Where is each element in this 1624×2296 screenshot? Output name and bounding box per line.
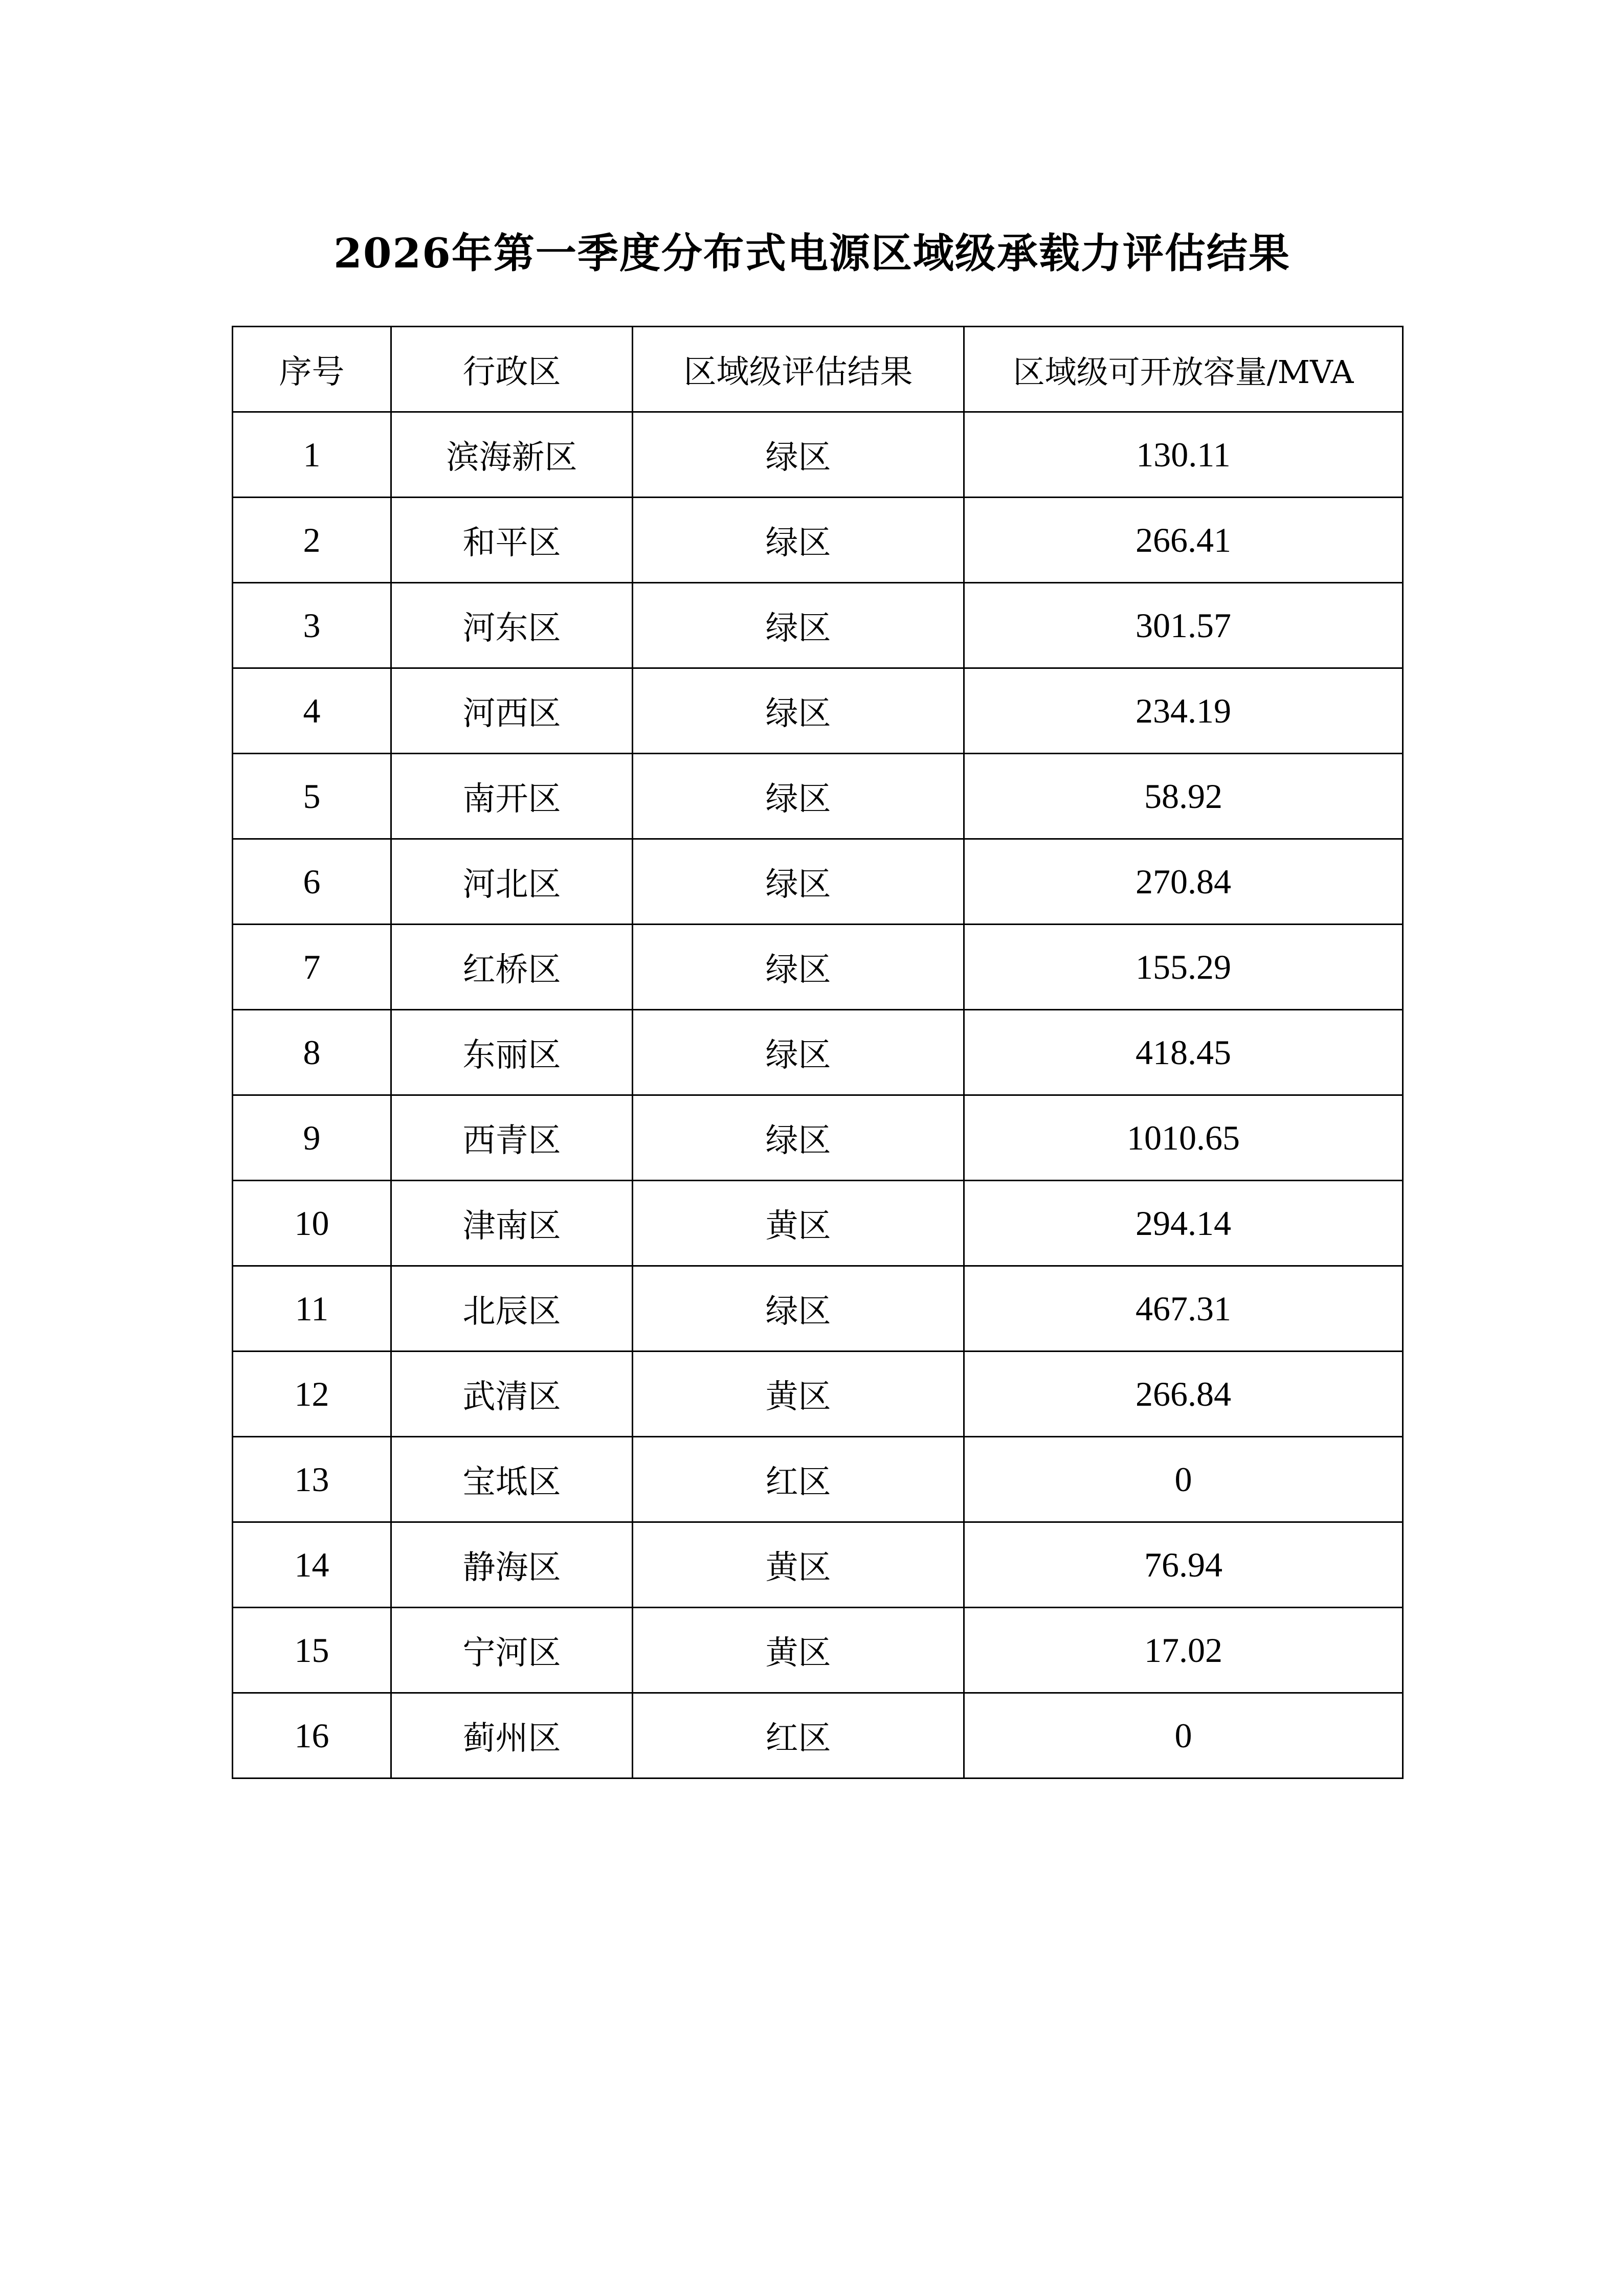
cell-result: 黄区 [633, 1181, 964, 1266]
cell-result: 黄区 [633, 1352, 964, 1437]
cell-result: 绿区 [633, 925, 964, 1010]
cell-index: 11 [233, 1266, 391, 1352]
cell-district: 蓟州区 [391, 1693, 633, 1779]
cell-index: 14 [233, 1522, 391, 1608]
table-row [233, 1266, 1403, 1352]
document-title: 2026年第一季度分布式电源区域级承载力评估结果 [333, 229, 1291, 277]
cell-district: 津南区 [391, 1181, 633, 1266]
cell-district: 东丽区 [391, 1010, 633, 1095]
cell-index: 15 [233, 1608, 391, 1693]
cell-capacity: 270.84 [964, 839, 1403, 925]
cell-index: 3 [233, 583, 391, 668]
cell-index: 5 [233, 754, 391, 839]
cell-index: 2 [233, 498, 391, 583]
cell-result: 黄区 [633, 1522, 964, 1608]
header-capacity: 区域级可开放容量/MVA [964, 327, 1403, 412]
table-row [233, 668, 1403, 754]
cell-capacity: 0 [964, 1693, 1403, 1779]
cell-district: 河东区 [391, 583, 633, 668]
cell-capacity: 301.57 [964, 583, 1403, 668]
cell-capacity: 294.14 [964, 1181, 1403, 1266]
cell-result: 红区 [633, 1437, 964, 1522]
cell-district: 武清区 [391, 1352, 633, 1437]
cell-capacity: 17.02 [964, 1608, 1403, 1693]
assessment-result-table [232, 326, 1404, 1779]
cell-capacity: 76.94 [964, 1522, 1403, 1608]
table-row [233, 1095, 1403, 1181]
cell-result: 绿区 [633, 839, 964, 925]
table-body [233, 412, 1403, 1779]
cell-capacity: 130.11 [964, 412, 1403, 498]
table-row [233, 1181, 1403, 1266]
cell-capacity: 467.31 [964, 1266, 1403, 1352]
cell-result: 绿区 [633, 1095, 964, 1181]
cell-index: 10 [233, 1181, 391, 1266]
table-row [233, 925, 1403, 1010]
table-row [233, 754, 1403, 839]
cell-district: 西青区 [391, 1095, 633, 1181]
cell-result: 绿区 [633, 668, 964, 754]
table-row [233, 1522, 1403, 1608]
cell-district: 河北区 [391, 839, 633, 925]
header-district: 行政区 [391, 327, 633, 412]
cell-index: 7 [233, 925, 391, 1010]
table-row [233, 1352, 1403, 1437]
cell-capacity: 266.41 [964, 498, 1403, 583]
table-row [233, 583, 1403, 668]
cell-result: 黄区 [633, 1608, 964, 1693]
cell-district: 红桥区 [391, 925, 633, 1010]
cell-index: 4 [233, 668, 391, 754]
cell-index: 12 [233, 1352, 391, 1437]
cell-index: 6 [233, 839, 391, 925]
cell-result: 绿区 [633, 1010, 964, 1095]
table-row [233, 412, 1403, 498]
header-result: 区域级评估结果 [633, 327, 964, 412]
cell-result: 绿区 [633, 583, 964, 668]
cell-district: 宝坻区 [391, 1437, 633, 1522]
cell-result: 绿区 [633, 412, 964, 498]
cell-index: 1 [233, 412, 391, 498]
cell-index: 9 [233, 1095, 391, 1181]
table-row [233, 1437, 1403, 1522]
cell-result: 绿区 [633, 498, 964, 583]
table-header-row [233, 327, 1403, 412]
cell-capacity: 155.29 [964, 925, 1403, 1010]
table-row [233, 1010, 1403, 1095]
header-index: 序号 [233, 327, 391, 412]
cell-index: 16 [233, 1693, 391, 1779]
cell-district: 和平区 [391, 498, 633, 583]
cell-district: 滨海新区 [391, 412, 633, 498]
cell-result: 绿区 [633, 1266, 964, 1352]
table-row [233, 1608, 1403, 1693]
cell-district: 南开区 [391, 754, 633, 839]
cell-capacity: 234.19 [964, 668, 1403, 754]
cell-district: 静海区 [391, 1522, 633, 1608]
table-row [233, 1693, 1403, 1779]
cell-result: 红区 [633, 1693, 964, 1779]
cell-capacity: 58.92 [964, 754, 1403, 839]
cell-district: 北辰区 [391, 1266, 633, 1352]
cell-district: 宁河区 [391, 1608, 633, 1693]
table-row [233, 839, 1403, 925]
cell-index: 8 [233, 1010, 391, 1095]
cell-capacity: 0 [964, 1437, 1403, 1522]
cell-result: 绿区 [633, 754, 964, 839]
cell-index: 13 [233, 1437, 391, 1522]
cell-capacity: 266.84 [964, 1352, 1403, 1437]
cell-district: 河西区 [391, 668, 633, 754]
cell-capacity: 418.45 [964, 1010, 1403, 1095]
table-row [233, 498, 1403, 583]
cell-capacity: 1010.65 [964, 1095, 1403, 1181]
